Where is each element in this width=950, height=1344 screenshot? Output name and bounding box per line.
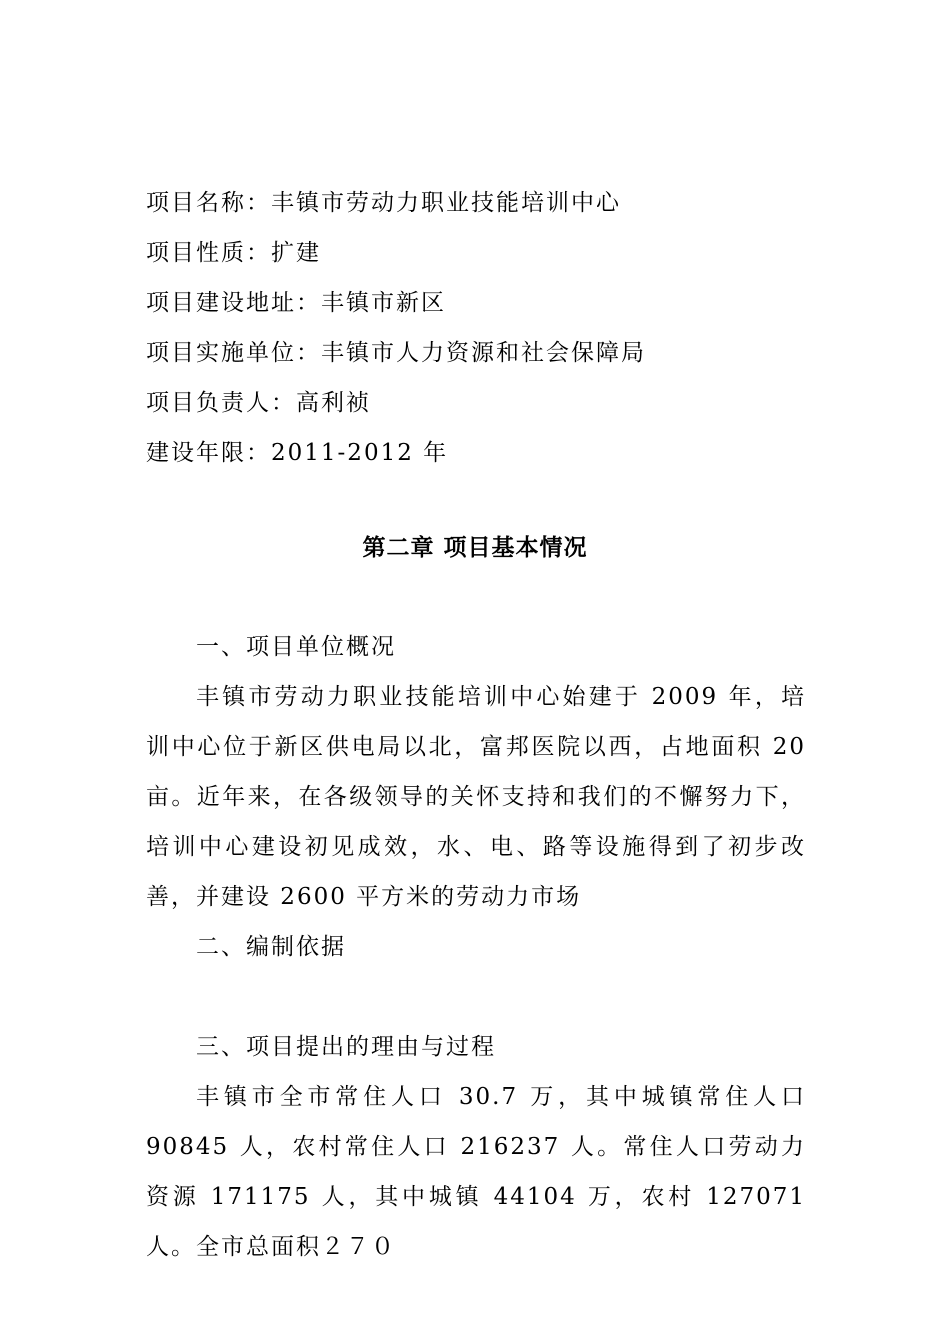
section-unit-overview (146, 622, 806, 922)
section-basis (146, 922, 806, 972)
project-nature-value: 扩建 (271, 240, 321, 266)
project-leader-value: 高利祯 (296, 390, 371, 416)
project-nature-label: 项目性质： (146, 240, 271, 266)
project-leader-label: 项目负责人： (146, 390, 296, 416)
project-name-value: 丰镇市劳动力职业技能培训中心 (271, 190, 621, 216)
project-unit-line (146, 328, 806, 378)
project-unit-label: 项目实施单位： (146, 340, 321, 366)
project-nature-line (146, 228, 806, 278)
section-reasons (146, 1022, 806, 1272)
section-heading: 一、项目单位概况 (196, 634, 396, 660)
section-body: 丰镇市劳动力职业技能培训中心始建于 2009 年，培训中心位于新区供电局以北，富邦医院以西，占地面积 20 亩。近年来，在各级领导的关怀支持和我们的不懈努力下，培训中心建设初见成效，水、电、路等设施得到了初步改善，并建设 2600 平方米的劳动力市场 (146, 684, 806, 910)
construction-period-line (146, 428, 806, 478)
section-heading: 三、项目提出的理由与过程 (196, 1034, 496, 1060)
project-unit-value: 丰镇市人力资源和社会保障局 (321, 340, 646, 366)
construction-period-label: 建设年限： (146, 440, 271, 466)
project-address-label: 项目建设地址： (146, 290, 321, 316)
project-leader-line (146, 378, 806, 428)
section-body: 丰镇市全市常住人口 30.7 万，其中城镇常住人口 90845 人，农村常住人口 216237 人。常住人口劳动力资源 171175 人，其中城镇 44104 万，农村 127071 人。全市总面积２７０ (146, 1084, 806, 1260)
construction-period-value: 2011-2012 年 (271, 440, 449, 466)
section-heading: 二、编制依据 (196, 934, 346, 960)
project-address-value: 丰镇市新区 (321, 290, 446, 316)
project-name-line (146, 178, 806, 228)
project-name-label: 项目名称： (146, 190, 271, 216)
project-address-line (146, 278, 806, 328)
project-info-block (146, 178, 806, 478)
chapter-title: 第二章 项目基本情况 (362, 534, 588, 561)
